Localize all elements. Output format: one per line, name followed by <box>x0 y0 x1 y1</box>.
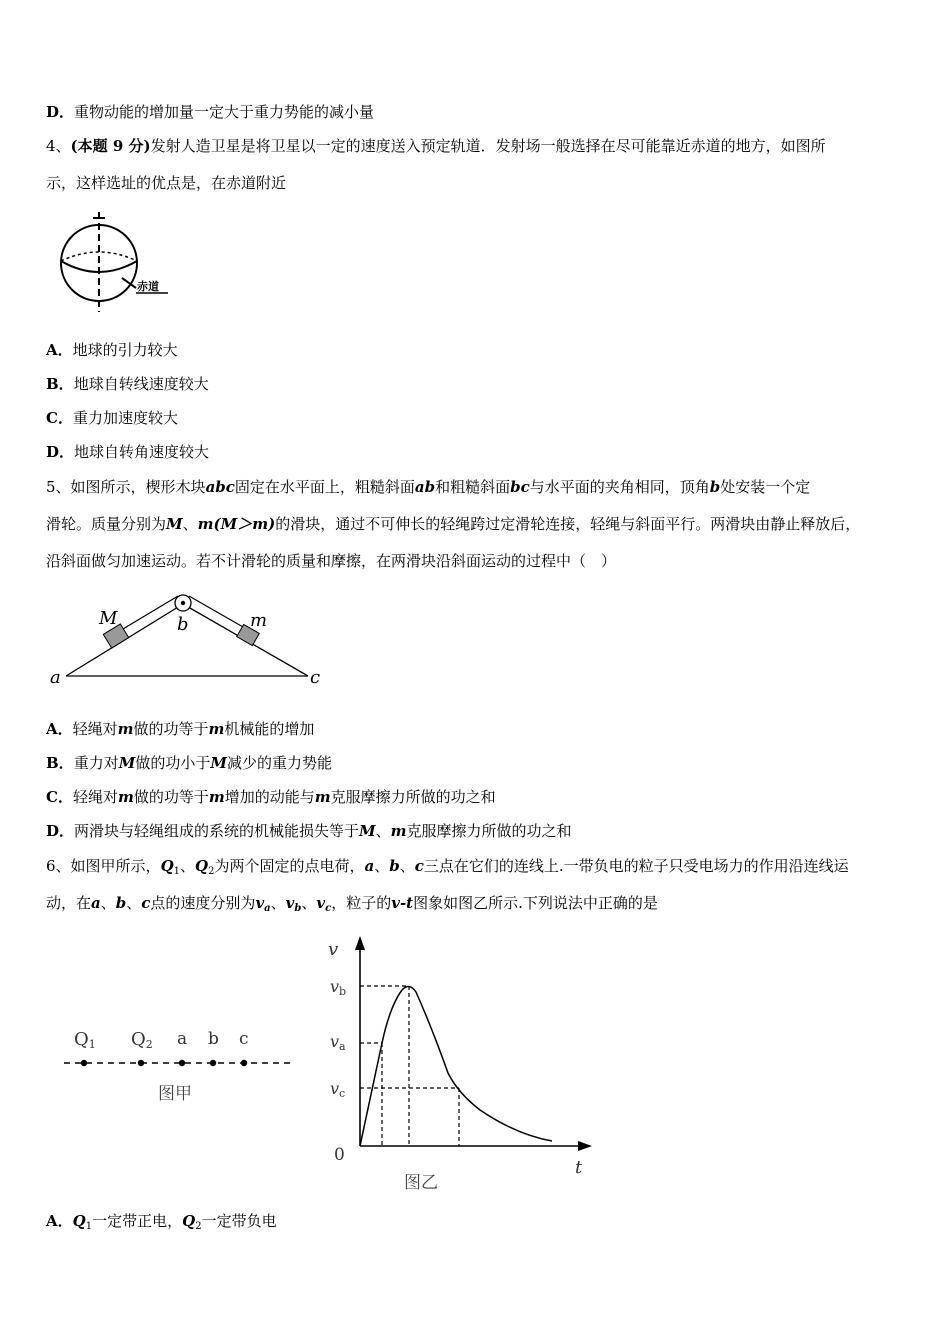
var-abc: abc <box>205 478 235 496</box>
q6-option-a <box>46 1211 277 1231</box>
q6-stem-line-1 <box>46 856 849 876</box>
stem-text: 、 <box>374 857 390 875</box>
q3-option-d <box>46 102 374 122</box>
q5-option-a <box>46 719 314 739</box>
option-letter: A． <box>46 1212 73 1230</box>
question-stem: 示，这样选址的优点是，在赤道附近 <box>46 174 287 192</box>
option-var: m <box>117 720 134 738</box>
stem-text: 三点在它们的连线上.一带负电的粒子只受电场力的作用沿连线运 <box>423 857 849 875</box>
stem-text: 粒子的 <box>346 894 392 912</box>
stem-text: 、 <box>301 894 317 912</box>
vt-curve <box>360 986 552 1146</box>
rope-left <box>118 596 178 632</box>
option-letter: D． <box>46 103 75 121</box>
q4-option-d <box>46 442 209 462</box>
option-letter: B． <box>46 754 74 772</box>
var-m: m <box>197 515 214 533</box>
option-text: 重物动能的增加量一定大于重力势能的减小量 <box>74 103 375 121</box>
var-Q: Q <box>195 857 209 875</box>
equator-label: 赤道 <box>137 280 159 293</box>
x-axis-arrow <box>578 1141 592 1151</box>
question-number: 6、 <box>46 857 71 875</box>
option-var: Q <box>72 1212 86 1230</box>
pulley-axle <box>181 601 185 605</box>
option-text: 一定带正电， <box>92 1212 183 1230</box>
point-Q2 <box>138 1060 144 1066</box>
option-letter: B． <box>46 375 74 393</box>
label-Q1: Q1 <box>74 1029 96 1051</box>
option-text: 做的功等于 <box>133 720 209 738</box>
stem-text: 的滑块，通过不可伸长的轻绳跨过定滑轮连接，轻绳与斜面平行。两滑块由静止释放后， <box>275 515 861 533</box>
stem-text: 、 <box>100 894 116 912</box>
var-v: v <box>285 894 295 912</box>
subscript: 2 <box>195 1221 202 1232</box>
var-b: b <box>709 478 721 496</box>
axis-label-t: t <box>575 1157 583 1178</box>
q6-stem-line-2 <box>46 893 658 913</box>
q4-option-a <box>46 340 178 360</box>
q5-stem-line-3 <box>46 551 616 571</box>
var-b: b <box>389 857 400 875</box>
label-b: b <box>208 1029 219 1049</box>
stem-text: ， <box>331 894 347 912</box>
label-M: M <box>99 608 118 629</box>
stem-text: 如图所示，楔形木块 <box>70 478 206 496</box>
subscript: 1 <box>85 1221 93 1232</box>
axis-label-v: v <box>328 939 339 960</box>
option-var: m <box>390 822 407 840</box>
question-number: 5、 <box>46 478 71 496</box>
option-text: 机械能的增加 <box>224 720 315 738</box>
option-text: 、 <box>375 822 391 840</box>
wedge-pulley-figure <box>46 588 336 692</box>
option-text: 地球自转线速度较大 <box>73 375 209 393</box>
question-number: 4、 <box>46 137 71 155</box>
label-a: a <box>177 1029 188 1049</box>
option-text: 地球的引力较大 <box>72 341 178 359</box>
stem-text: 图象如图乙所示.下列说法中正确的是 <box>413 894 658 912</box>
subscript: 2 <box>208 866 215 877</box>
stem-text: 滑轮。质量分别为 <box>46 515 167 533</box>
stem-text: 固定在水平面上，粗糙斜面 <box>234 478 415 496</box>
point-Q1 <box>81 1060 87 1066</box>
option-letter: D． <box>46 443 75 461</box>
stem-text: 、 <box>180 857 196 875</box>
label-b: b <box>177 614 189 635</box>
option-var: m <box>314 788 331 806</box>
var-v: v <box>316 894 326 912</box>
point-c <box>241 1060 247 1066</box>
vt-graph-figure <box>322 928 607 1198</box>
var-vt: v-t <box>391 894 414 912</box>
option-letter: C． <box>46 409 73 427</box>
q5-option-b <box>46 753 332 773</box>
option-text: 克服摩擦力所做的功之和 <box>406 822 572 840</box>
point-a <box>179 1060 185 1066</box>
q5-stem-line-2 <box>46 514 860 534</box>
option-text: 两滑块与轻绳组成的系统的机械能损失等于 <box>74 822 360 840</box>
var-Q: Q <box>160 857 174 875</box>
label-c: c <box>310 667 321 688</box>
option-var: M <box>118 754 136 772</box>
tick-label-vc: vc <box>330 1079 346 1100</box>
q5-stem-line-1 <box>46 477 810 497</box>
var-c: c <box>141 894 151 912</box>
q4-stem-line-2 <box>46 173 286 193</box>
stem-text: 为两个固定的点电荷， <box>214 857 365 875</box>
q4-option-c <box>46 408 178 428</box>
question-points: (本题 9 分) <box>70 137 151 155</box>
origin-label: 0 <box>334 1145 345 1165</box>
option-letter: C． <box>46 788 73 806</box>
option-text: 轻绳对 <box>72 720 118 738</box>
var-ab: ab <box>414 478 436 496</box>
option-var: M <box>210 754 227 772</box>
charge-line-figure <box>58 1020 298 1110</box>
option-text: 增加的动能与 <box>224 788 315 806</box>
stem-text: 和粗糙斜面 <box>435 478 511 496</box>
question-stem: 发射人造卫星是将卫星以一定的速度送入预定轨道．发射场一般选择在尽可能靠近赤道的地方，如图所 <box>150 137 826 155</box>
point-b <box>210 1060 216 1066</box>
caption-jia: 图甲 <box>158 1084 192 1104</box>
tick-label-va: va <box>330 1032 346 1053</box>
var-a: a <box>91 894 101 912</box>
var-v: v <box>255 894 265 912</box>
var-bc: bc <box>510 478 530 496</box>
stem-text: 、 <box>399 857 415 875</box>
option-letter: A． <box>46 341 73 359</box>
option-text: 地球自转角速度较大 <box>74 443 210 461</box>
option-var: M <box>359 822 376 840</box>
stem-text: 、 <box>126 894 142 912</box>
q4-stem-line-1 <box>46 136 826 156</box>
option-letter: A． <box>46 720 73 738</box>
tick-label-vb: vb <box>330 977 347 998</box>
option-var: Q <box>182 1212 196 1230</box>
option-text: 克服摩擦力所做的功之和 <box>330 788 496 806</box>
var-M: M <box>166 515 183 533</box>
stem-text: 沿斜面做匀加速运动。若不计滑轮的质量和摩擦，在两滑块沿斜面运动的过程中（ ） <box>46 552 617 570</box>
option-letter: D． <box>46 822 75 840</box>
stem-text: 与水平面的夹角相同，顶角 <box>529 478 710 496</box>
q4-option-b <box>46 374 209 394</box>
y-axis-arrow <box>355 936 365 950</box>
var-b: b <box>115 894 127 912</box>
q5-option-c <box>46 787 496 807</box>
option-text: 减少的重力势能 <box>226 754 332 772</box>
q5-option-d <box>46 821 572 841</box>
subscript: c <box>325 903 332 914</box>
subscript: a <box>264 903 271 914</box>
option-var: m <box>117 788 134 806</box>
option-var: m <box>208 720 225 738</box>
option-text: 重力对 <box>73 754 119 772</box>
option-text: 轻绳对 <box>72 788 118 806</box>
option-text: 一定带负电 <box>201 1212 277 1230</box>
var-c: c <box>414 857 424 875</box>
subscript: 1 <box>173 866 181 877</box>
var-condition: (M＞m) <box>213 515 276 533</box>
subscript: b <box>294 903 302 914</box>
stem-text: 、 <box>270 894 286 912</box>
option-text: 做的功小于 <box>135 754 211 772</box>
earth-equator-figure <box>50 208 180 318</box>
stem-text: 动，在 <box>46 894 92 912</box>
caption-yi: 图乙 <box>404 1173 438 1193</box>
option-text: 做的功等于 <box>133 788 209 806</box>
stem-text: 、 <box>182 515 198 533</box>
option-text: 重力加速度较大 <box>72 409 178 427</box>
stem-text: 处安装一个定 <box>720 478 811 496</box>
stem-text: 点的速度分别为 <box>150 894 256 912</box>
label-m: m <box>250 610 268 631</box>
label-c: c <box>239 1029 249 1049</box>
label-Q2: Q2 <box>131 1029 153 1051</box>
stem-text: 如图甲所示， <box>70 857 161 875</box>
option-var: m <box>208 788 225 806</box>
label-a: a <box>50 667 61 688</box>
var-a: a <box>364 857 375 875</box>
